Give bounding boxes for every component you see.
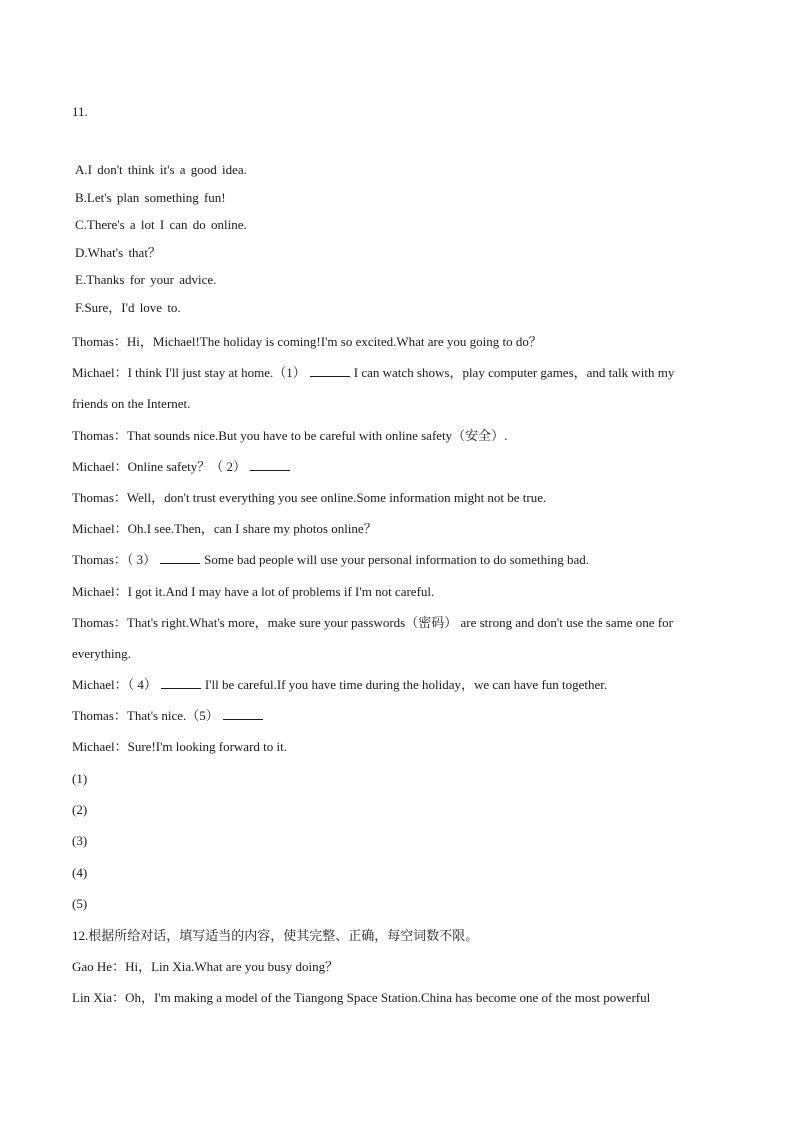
question-12-title: 12.根据所给对话，填写适当的内容，使其完整、正确，每空词数不限。 <box>72 928 479 943</box>
dialog-line: Thomas：That sounds nice.But you have to be careful with online safety（安全）. <box>72 427 508 443</box>
dialog-text: Michael：（ 4） <box>72 677 157 693</box>
dialog-11 <box>72 332 722 769</box>
dialog-line: Thomas：Hi，Michael!The holiday is coming!I'm so excited.What are you going to do？ <box>72 334 542 349</box>
answer-item-3: (3) <box>72 833 88 849</box>
dialog-line: Lin Xia：Oh，I'm making a model of the Tiangong Space Station.China has become one of the most powerful <box>72 990 651 1006</box>
dialog-text: Michael：Online safety？（ 2） <box>72 458 247 474</box>
dialog-line <box>72 457 722 488</box>
dialog-line: Thomas：That's right.What's more，make sure your passwords（密码） are strong and don't use the same one for <box>72 614 673 630</box>
answer-blank-1[interactable] <box>310 364 350 377</box>
option-e: E.Thanks for your advice. <box>75 272 217 288</box>
dialog-text: Some bad people will use your personal information to do something bad. <box>204 552 590 568</box>
answer-item-5: (5) <box>72 895 88 911</box>
option-a: A.I don't think it's a good idea. <box>75 162 247 177</box>
option-d: D.What's that？ <box>75 244 161 260</box>
option-b: B.Let's plan something fun! <box>75 189 226 205</box>
dialog-line <box>72 363 722 394</box>
option-list <box>75 160 247 326</box>
answer-blank-2[interactable] <box>250 458 290 471</box>
dialog-line: friends on the Internet. <box>72 396 191 412</box>
dialog-line <box>72 706 722 737</box>
dialog-line <box>72 550 722 581</box>
dialog-line: Michael：Sure!I'm looking forward to it. <box>72 739 287 755</box>
answer-item-2: (2) <box>72 802 88 818</box>
answer-blank-5[interactable] <box>223 707 263 720</box>
dialog-text: Thomas：That's nice.（5） <box>72 708 219 724</box>
dialog-line: Thomas：Well，don't trust everything you see online.Some information might not be true. <box>72 489 547 505</box>
dialog-line <box>72 675 722 706</box>
question-12 <box>72 926 722 1020</box>
answer-list <box>72 769 87 925</box>
dialog-text: I can watch shows，play computer games，and talk with my <box>353 365 675 381</box>
option-c: C.There's a lot I can do online. <box>75 217 247 233</box>
answer-blank-3[interactable] <box>160 551 200 564</box>
dialog-text: I'll be careful.If you have time during the holiday，we can have fun together. <box>204 677 608 693</box>
dialog-line: everything. <box>72 645 131 661</box>
dialog-text: Michael：I think I'll just stay at home.（1） <box>72 365 306 381</box>
dialog-text: Thomas：（ 3） <box>72 552 157 568</box>
dialog-line: Gao He：Hi，Lin Xia.What are you busy doing？ <box>72 959 339 975</box>
answer-blank-4[interactable] <box>161 676 201 689</box>
dialog-line: Michael：Oh.I see.Then，can I share my photos online？ <box>72 521 377 537</box>
dialog-line: Michael：I got it.And I may have a lot of problems if I'm not careful. <box>72 583 435 599</box>
answer-item-1: (1) <box>72 771 88 786</box>
question-11-number: 11. <box>72 104 88 119</box>
option-f: F.Sure，I'd love to. <box>75 299 181 315</box>
answer-item-4: (4) <box>72 864 88 880</box>
